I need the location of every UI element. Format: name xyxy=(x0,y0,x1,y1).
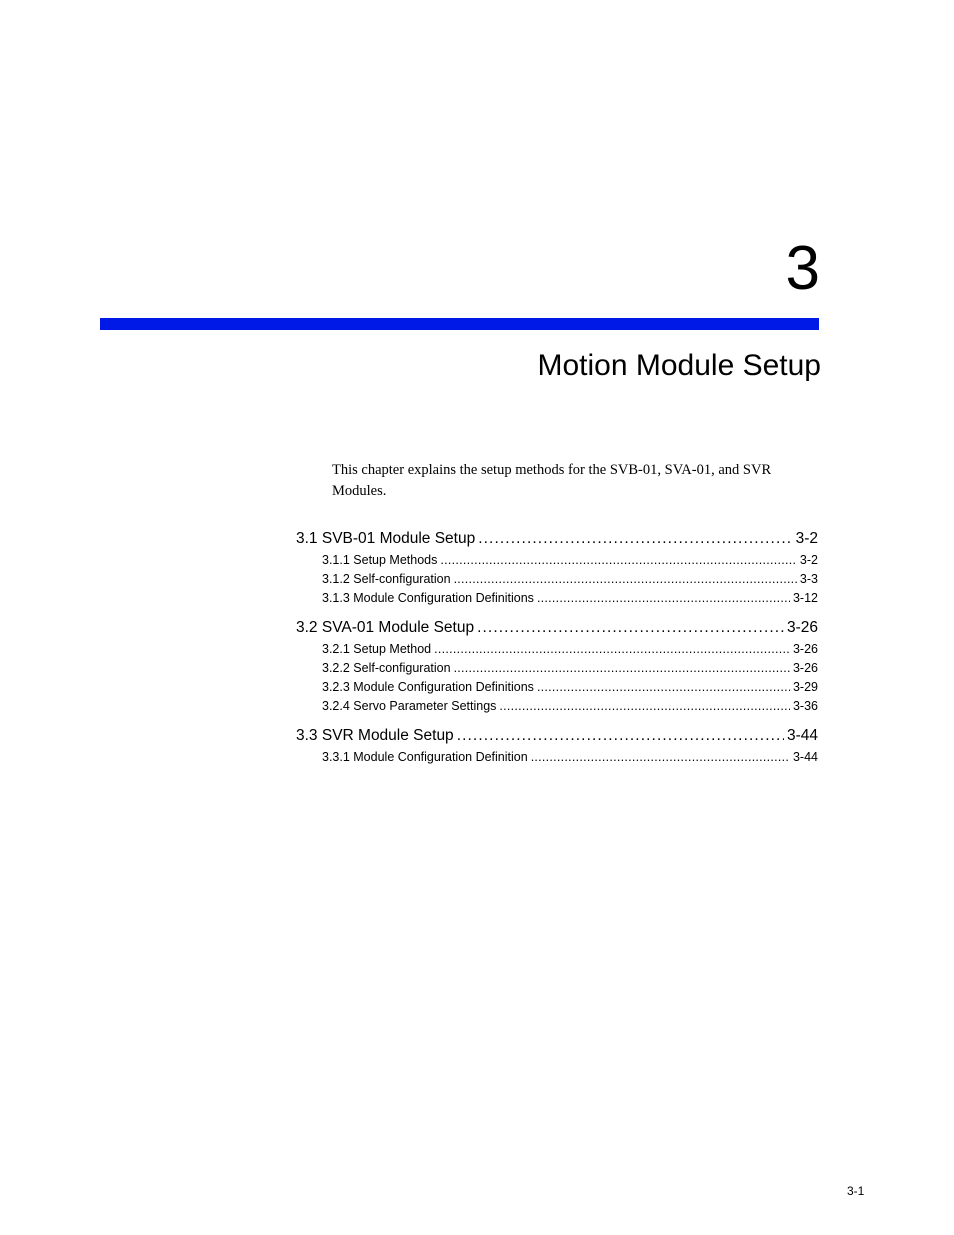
toc-entry-page: 3-26 xyxy=(792,661,818,675)
toc-section xyxy=(296,617,818,716)
toc-entry-label: 3.2.4 Servo Parameter Settings xyxy=(322,699,497,713)
toc-entry-label: 3.1.2 Self-configuration xyxy=(322,572,451,586)
toc-entry-page: 3-29 xyxy=(792,680,818,694)
toc-entry-label: 3.1 SVB-01 Module Setup xyxy=(296,530,476,547)
toc-entry-label: 3.2.2 Self-configuration xyxy=(322,661,451,675)
toc-entry-page: 3-36 xyxy=(792,699,818,713)
toc-entry-label: 3.3.1 Module Configuration Definition xyxy=(322,750,528,764)
toc-entry-3-3-1[interactable] xyxy=(296,748,818,767)
toc-leader xyxy=(531,748,790,767)
toc-entry-label: 3.1.1 Setup Methods xyxy=(322,553,438,567)
toc-entry-label: 3.2.1 Setup Method xyxy=(322,642,432,656)
toc-entry-page: 3-44 xyxy=(786,727,818,744)
toc-leader xyxy=(537,589,790,608)
toc-entry-page: 3-26 xyxy=(792,642,818,656)
toc-entry-label: 3.2 SVA-01 Module Setup xyxy=(296,619,475,636)
toc-entry-3-2-1[interactable] xyxy=(296,640,818,659)
toc-entry-3-2[interactable] xyxy=(296,617,818,638)
page-number: 3-1 xyxy=(847,1184,865,1198)
toc-section xyxy=(296,528,818,608)
chapter-bar xyxy=(100,318,819,330)
toc-leader xyxy=(434,640,790,659)
toc-leader xyxy=(454,659,790,678)
toc-entry-page: 3-26 xyxy=(786,619,818,636)
chapter-title: Motion Module Setup xyxy=(537,349,821,382)
toc-leader xyxy=(477,617,784,638)
toc-entry-3-1[interactable] xyxy=(296,528,818,549)
toc-entry-page: 3-2 xyxy=(799,553,818,567)
toc-entry-label: 3.1.3 Module Configuration Definitions xyxy=(322,591,534,605)
toc-entry-3-2-4[interactable] xyxy=(296,697,818,716)
toc-leader xyxy=(454,570,797,589)
toc-leader xyxy=(440,551,797,570)
toc-entry-3-2-2[interactable] xyxy=(296,659,818,678)
toc-leader xyxy=(537,678,790,697)
toc-entry-page: 3-12 xyxy=(792,591,818,605)
toc-entry-page: 3-2 xyxy=(795,530,818,547)
toc-entry-label: 3.3 SVR Module Setup xyxy=(296,727,454,744)
toc-entry-3-1-3[interactable] xyxy=(296,589,818,608)
chapter-intro: This chapter explains the setup methods for the SVB-01, SVA-01, and SVR Modules. xyxy=(332,462,772,499)
toc-leader xyxy=(478,528,792,549)
toc-entry-3-1-1[interactable] xyxy=(296,551,818,570)
toc-section xyxy=(296,725,818,767)
toc-leader xyxy=(499,697,790,716)
toc-entry-label: 3.2.3 Module Configuration Definitions xyxy=(322,680,534,694)
toc-entry-page: 3-3 xyxy=(799,572,818,586)
toc-entry-3-2-3[interactable] xyxy=(296,678,818,697)
table-of-contents xyxy=(296,528,818,767)
chapter-number: 3 xyxy=(785,234,820,303)
toc-entry-3-1-2[interactable] xyxy=(296,570,818,589)
toc-leader xyxy=(457,725,784,746)
toc-entry-3-3[interactable] xyxy=(296,725,818,746)
toc-entry-page: 3-44 xyxy=(792,750,818,764)
